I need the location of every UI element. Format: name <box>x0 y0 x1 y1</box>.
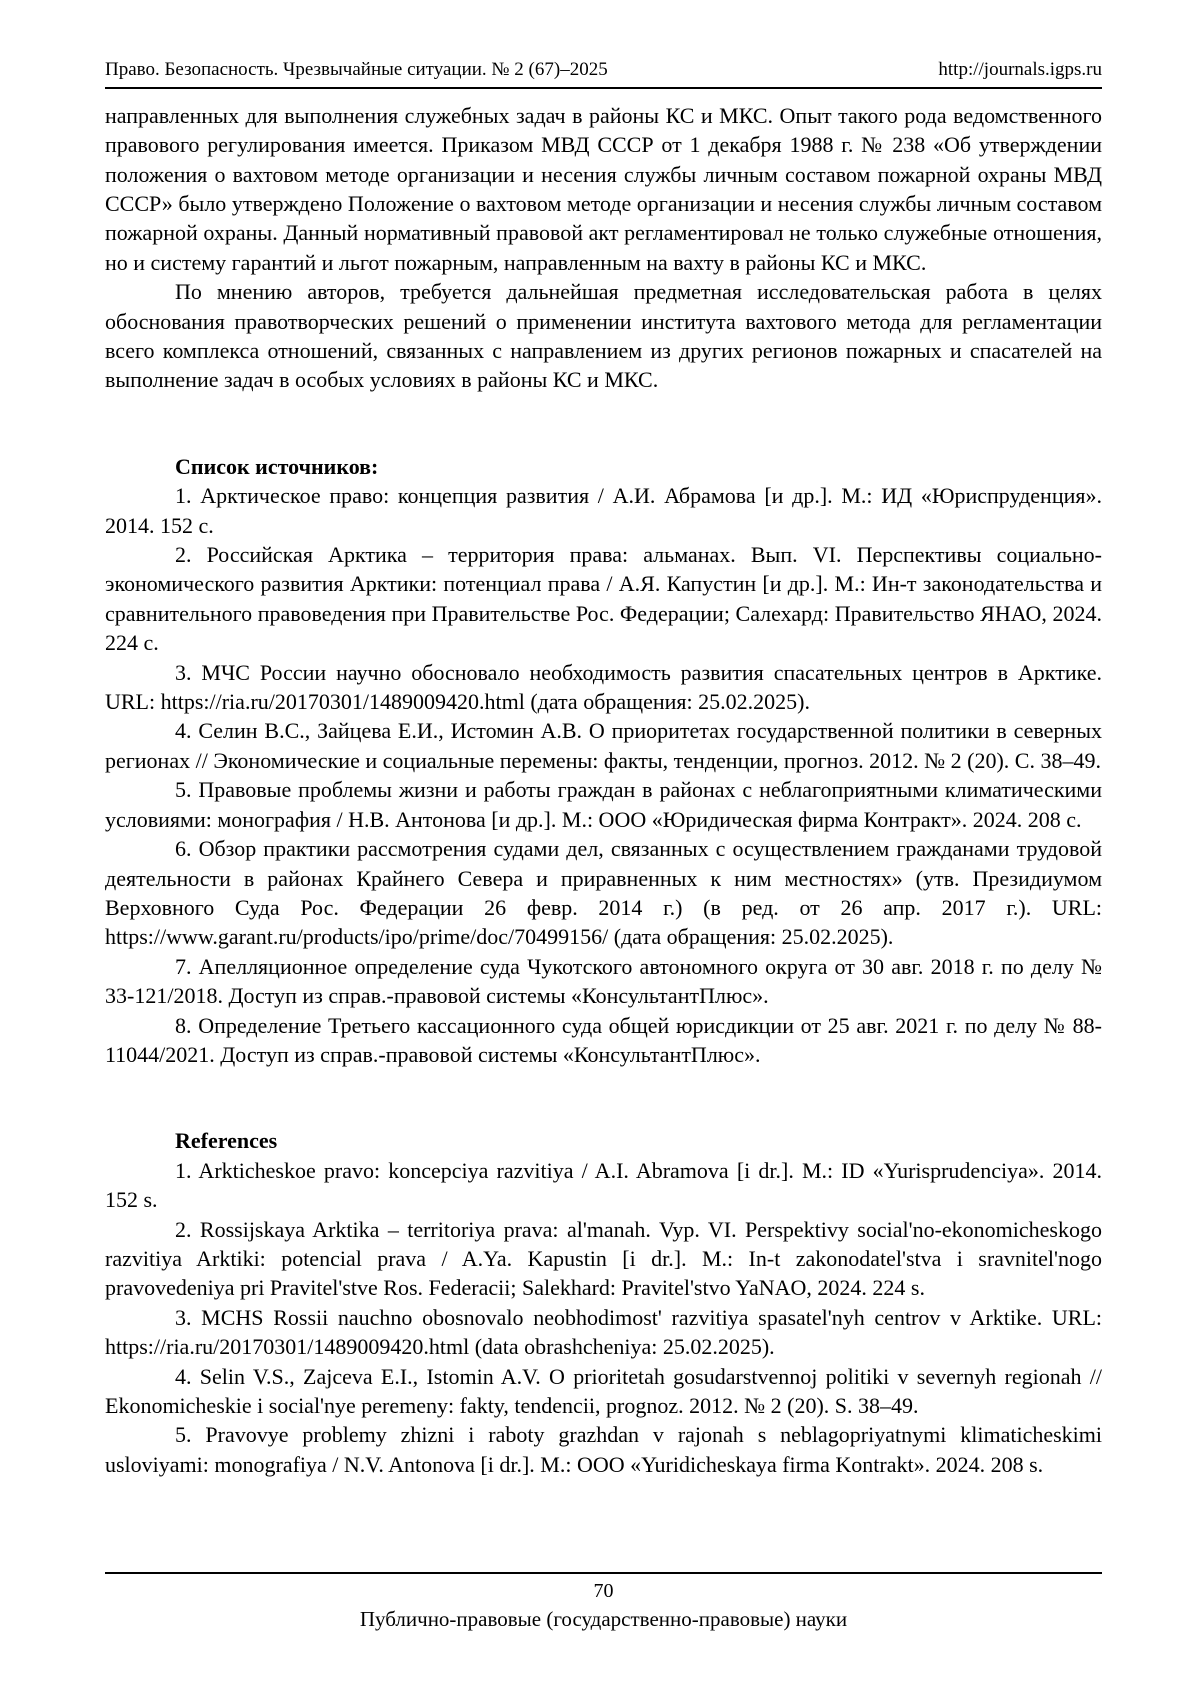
source-item: 3. МЧС России научно обосновало необходимость развития спасательных центров в Арктике. URL: https://ria.ru/20170301/1489009420.html (дата обращения: 25.02.2025). <box>105 659 1102 715</box>
body-paragraph: По мнению авторов, требуется дальнейшая предметная исследовательская работа в целях обоснования правотворческих решений о применении института вахтового метода для регламентации всего комплекса отношений, связанных с направлением из других регионов пожарных и спасателей на выполнение задач в особых условиях в районы КС и МКС. <box>105 279 1102 393</box>
reference-item: 4. Selin V.S., Zajceva E.I., Istomin A.V. O prioritetah gosudarstvennoj politiki v severnyh regionah // Ekonomicheskie i social'nye peremeny: fakty, tendencii, prognoz. 2012. № 2 (20). S. 38–49. <box>105 1363 1102 1418</box>
references-list <box>105 1156 1102 1479</box>
reference-item: 1. Arkticheskoe pravo: koncepciya razvitiya / A.I. Abramova [i dr.]. M.: ID «Yurisprudenciya». 2014. 152 s. <box>105 1157 1102 1213</box>
page-content <box>105 58 1102 1479</box>
source-item: 1. Арктическое право: концепция развития / А.И. Абрамова [и др.]. М.: ИД «Юриспруденция». 2014. 152 с. <box>105 483 1102 538</box>
sources-list <box>105 481 1102 1069</box>
page-footer <box>105 1572 1102 1633</box>
article-body <box>105 101 1102 1479</box>
source-item: 7. Апелляционное определение суда Чукотского автономного округа от 30 авг. 2018 г. по делу № 33-121/2018. Доступ из справ.-правовой системы «КонсультантПлюс». <box>105 953 1102 1009</box>
source-item: 6. Обзор практики рассмотрения судами дел, связанных с осуществлением гражданами трудовой деятельности в районах Крайнего Севера и приравненных к ним местностях» (утв. Президиумом Верховного Суда Рос. Федерации 26 февр. 2014 г.) (в ред. от 26 апр. 2017 г.). URL: https://www.garant.ru/products/ipo/prime/doc/70499156/ (дата обращения: 25.02.2025). <box>105 836 1102 950</box>
reference-item: 3. MCHS Rossii nauchno obosnovalo neobhodimost' razvitiya spasatel'nyh centrov v Arktike. URL: https://ria.ru/20170301/1489009420.html (data obrashcheniya: 25.02.2025). <box>105 1304 1102 1360</box>
journal-url: http://journals.igps.ru <box>938 59 1102 80</box>
running-head <box>105 58 1102 89</box>
journal-title: Право. Безопасность. Чрезвычайные ситуации. № 2 (67)–2025 <box>105 59 608 80</box>
source-item: 8. Определение Третьего кассационного суда общей юрисдикции от 25 авг. 2021 г. по делу № 88-11044/2021. Доступ из справ.-правовой системы «КонсультантПлюс». <box>105 1012 1102 1067</box>
source-item: 2. Российская Арктика – территория права: альманах. Вып. VI. Перспективы социально-экономического развития Арктики: потенциал права / А.Я. Капустин [и др.]. М.: Ин-т законодательства и сравнительного правоведения при Правительстве Рос. Федерации; Салехард: Правительство ЯНАО, 2024. 224 с. <box>105 542 1102 656</box>
footer-section-name: Публично-правовые (государственно-правовые) науки <box>359 1607 848 1631</box>
reference-item: 5. Pravovye problemy zhizni i raboty grazhdan v rajonah s neblagopriyatnymi klimaticheskimi usloviyami: monografiya / N.V. Antonova [i dr.]. M.: OOO «Yuridicheskaya firma Kontrakt». 2024. 208 s. <box>105 1422 1102 1477</box>
body-paragraph: направленных для выполнения служебных задач в районы КС и МКС. Опыт такого рода ведомственного правового регулирования имеется. Приказом МВД СССР от 1 декабря 1988 г. № 238 «Об утверждении положения о вахтовом методе организации и несения службы личным составом пожарной охраны МВД СССР» было утверждено Положение о вахтовом методе организации и несения службы личным составом пожарной охраны. Данный нормативный правовой акт регламентировал не только служебные отношения, но и систему гарантий и льгот пожарным, направленным на вахту в районы КС и МКС. <box>105 102 1102 275</box>
source-item: 5. Правовые проблемы жизни и работы граждан в районах с неблагоприятными климатическими условиями: монография / Н.В. Антонова [и др.]. М.: ООО «Юридическая фирма Контракт». 2024. 208 с. <box>105 777 1102 832</box>
source-item: 4. Селин В.С., Зайцева Е.И., Истомин А.В. О приоритетах государственной политики в северных регионах // Экономические и социальные перемены: факты, тенденции, прогноз. 2012. № 2 (20). С. 38–49. <box>105 718 1102 773</box>
page-number: 70 <box>593 1580 614 1602</box>
references-heading: References <box>175 1128 278 1154</box>
sources-heading: Список источников: <box>175 453 379 479</box>
reference-item: 2. Rossijskaya Arktika – territoriya prava: al'manah. Vyp. VI. Perspektivy social'no-ekonomicheskogo razvitiya Arktiki: potencial prava / A.Ya. Kapustin [i dr.]. M.: In-t zakonodatel'stva i sravnitel'nogo pravovedeniya pri Pravitel'stve Ros. Federacii; Salekhard: Pravitel'stvo YaNAO, 2024. 224 s. <box>105 1216 1102 1301</box>
